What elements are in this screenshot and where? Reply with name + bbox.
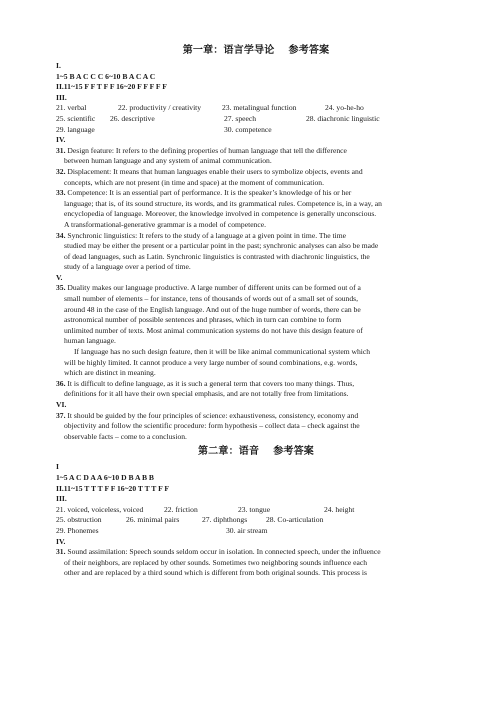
section-label: I [56, 462, 59, 472]
section-label: V. [56, 272, 63, 282]
answer-item: 28. diachronic linguistic [306, 113, 380, 123]
section-label: IV. [56, 536, 66, 546]
fill-blank-row [56, 125, 456, 136]
section-label: I. [56, 61, 61, 70]
fill-blank-row [56, 103, 456, 114]
answer-item: 29. Phonemes [56, 525, 99, 535]
answer-31: 31. Design feature: It refers to the defining properties of human language that tell the difference between human language and any system of animal communication. [56, 145, 347, 166]
fill-blank-row [56, 515, 456, 526]
answers-mc: 1~5 B A C C C 6~10 B A C A C [56, 71, 156, 81]
answer-item: 27. speech [224, 113, 257, 123]
answer-item: 24. height [324, 504, 355, 514]
chapter-2-heading [56, 445, 456, 459]
answer-item: 22. friction [164, 504, 198, 514]
chapter-2-answer-label: 参考答案 [273, 446, 314, 458]
answer-item: 30. competence [224, 124, 272, 134]
answer-35: 35. Duality makes our language productive. A large number of different units can be formed out of a small number of elements – for instance, tens of thousands of words out of a small set of sounds, around 48 in the case of the English language. And out of the huge number of words, there can be astronomical number of possible sentences and phrases, which in turn can combine to form unlimited number of texts. Most animal communication systems do not have this design feature of human language. If language has no such design feature, then it will be like animal communicational system which will be highly limited. It cannot produce a very large number of sound combinations, e.g. words, which are distinct in meaning. [56, 283, 371, 378]
answer-item: 25. obstruction [56, 515, 102, 525]
answer-item: 29. language [56, 124, 95, 134]
section-label: IV. [56, 135, 66, 145]
answer-item: 24. yo-he-ho [325, 103, 364, 113]
answer-item: 28. Co-articulation [266, 515, 324, 525]
answer-item: 25. scientific [56, 113, 96, 123]
chapter-1-heading [56, 44, 456, 58]
answer-item: 23. metalingual function [222, 103, 297, 113]
answer-34: 34. Synchronic linguistics: It refers to the study of a language at a given point in time. The time studied may be either the present or a particular point in the past; synchronic analyses can also be made of dead languages, such as Latin. Synchronic linguistics is contrasted with diachronic linguistics, the study of a language over a period of time. [56, 230, 379, 272]
answers-mc: 1~5 A C D A A 6~10 D B A B B [56, 472, 154, 482]
fill-blank-row [56, 526, 456, 537]
answer-item: 22. productivity / creativity [118, 103, 202, 113]
answer-36: 36. It is difficult to define language, as it is such a general term that covers too many things. Thus, definitions for it all have their own special emphasis, and are not totally free from limitations. [56, 378, 355, 399]
answer-item: 27. diphthongs [202, 515, 248, 525]
answers-tf: II.11~15 F F T F F 16~20 F F F F F [56, 82, 167, 92]
chapter-1-answer-label: 参考答案 [288, 45, 330, 56]
answer-item: 21. verbal [56, 103, 87, 113]
answer-33: 33. Competence: It is an essential part of performance. It is the speaker’s knowledge of his or her language; that is, of its sound structure, its words, and its grammatical rules. Competence is, in a way, an encyclopedia of language. Moreover, the knowledge involved in competence is generally unconscious. A transformational-generative grammar is a model of competence. [56, 188, 382, 229]
section-label: III. [56, 92, 67, 102]
answer-37: 37. It should be guided by the four principles of science: exhaustiveness, consistency, economy and objectivity and follow the scientific procedure: form hypothesis – collect data – check against the observable facts – come to a conclusion. [56, 410, 360, 441]
answers-tf: II.11~15 T T T F F 16~20 T T T F F [56, 483, 169, 493]
chapter-2-title: 第二章：语音 [197, 446, 260, 458]
answer-item: 26. descriptive [110, 113, 155, 123]
chapter-1-title: 第一章：语言学导论 [182, 45, 275, 56]
answer-item: 21. voiced, voiceless, voiced [56, 504, 144, 514]
answer-item: 30. air stream [226, 525, 268, 535]
answer-ch2-31: 31. Sound assimilation: Speech sounds seldom occur in isolation. In connected speech, under the influence of their neighbors, are replaced by other sounds. Sometimes two neighboring sounds influence each other and are replaced by a third sound which is different from both original sounds. This process is [56, 547, 381, 578]
answer-32: 32. Displacement: It means that human languages enable their users to symbolize objects, events and concepts, which are not present (in time and space) at the moment of communication. [56, 166, 363, 187]
document-content [56, 44, 456, 579]
fill-blank-row [56, 114, 456, 125]
section-label: III. [56, 494, 67, 504]
fill-blank-row [56, 505, 456, 516]
section-label: VI. [56, 400, 67, 409]
answer-item: 23. tongue [238, 504, 271, 514]
answer-item: 26. minimal pairs [126, 515, 180, 525]
